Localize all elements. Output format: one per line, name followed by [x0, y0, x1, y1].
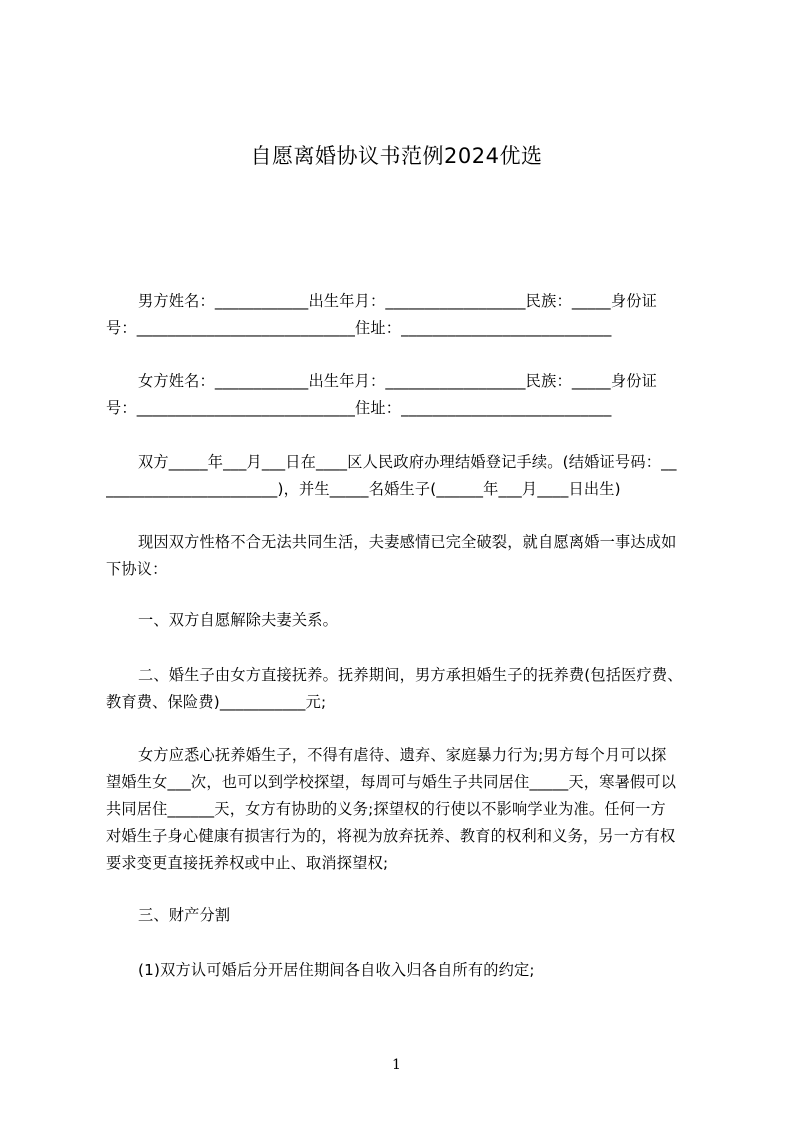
paragraph-line: 教育费、保险费)___________元;: [106, 693, 327, 711]
property-item-1: [106, 957, 700, 984]
paragraph-line: (1)双方认可婚后分开居住期间各自收入归各自所有的约定;: [138, 961, 535, 979]
paragraph-line: 望婚生女___次，也可以到学校探望，每周可与婚生子共同居住_____天，寒暑假可以: [106, 773, 677, 791]
paragraph-line: 下协议：: [106, 560, 168, 578]
paragraph-line: 双方_____年___月___日在____区人民政府办理结婚登记手续。(结婚证号码：__: [138, 453, 677, 471]
paragraph-line: 三、财产分割: [138, 906, 231, 924]
paragraph-line: ______________________)，并生_____名婚生子(______年___月____日出生): [106, 480, 621, 498]
female-info-paragraph: [106, 368, 700, 422]
male-info-paragraph: [106, 288, 700, 342]
clause-1: [106, 607, 700, 634]
clause-2: [106, 662, 700, 716]
reason-paragraph: [106, 529, 700, 583]
paragraph-line: 二、婚生子由女方直接抚养。抚养期间，男方承担婚生子的抚养费(包括医疗费、: [138, 666, 683, 684]
paragraph-line: 女方应悉心抚养婚生子，不得有虐待、遗弃、家庭暴力行为;男方每个月可以探: [138, 746, 667, 764]
paragraph-line: 男方姓名：____________出生年月：__________________民族：_____身份证: [138, 292, 657, 310]
paragraph-line: 号：____________________________住址：___________________________: [106, 399, 612, 417]
paragraph-line: 一、双方自愿解除夫妻关系。: [138, 611, 339, 629]
visitation-paragraph: [106, 742, 700, 877]
marriage-registration-paragraph: [106, 449, 700, 503]
page-number: 1: [392, 1057, 401, 1073]
document-title: 自愿离婚协议书范例2024优选: [250, 144, 543, 168]
paragraph-line: 对婚生子身心健康有损害行为的，将视为放弃抚养、教育的权利和义务，另一方有权: [106, 827, 676, 845]
paragraph-line: 现因双方性格不合无法共同生活，夫妻感情已完全破裂，就自愿离婚一事达成如: [138, 533, 677, 551]
paragraph-line: 女方姓名：____________出生年月：__________________民族：_____身份证: [138, 372, 657, 390]
paragraph-line: 号：____________________________住址：___________________________: [106, 319, 612, 337]
paragraph-line: 共同居住______天，女方有协助的义务;探望权的行使以不影响学业为准。任何一方: [106, 800, 666, 818]
clause-3-heading: [106, 902, 700, 929]
paragraph-line: 要求变更直接抚养权或中止、取消探望权;: [106, 854, 389, 872]
